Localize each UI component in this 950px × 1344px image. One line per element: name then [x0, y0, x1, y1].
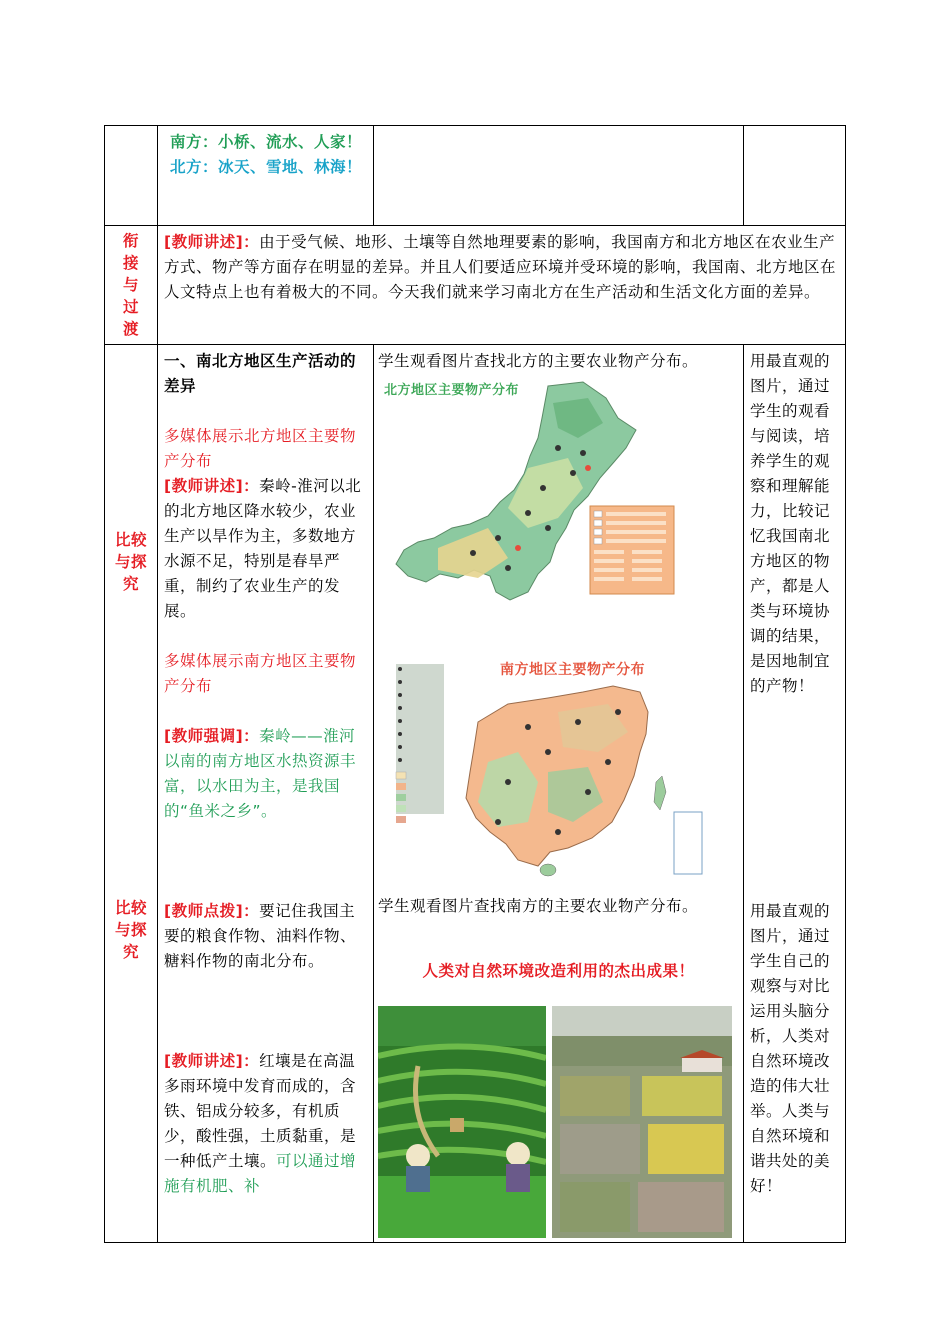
farmland-photo: [552, 1006, 732, 1238]
lecture1-label: [教师讲述]：: [164, 477, 260, 495]
student-south-text: 学生观看图片查找南方的主要农业物产分布。: [378, 897, 699, 915]
lecture2-label: [教师讲述]：: [164, 1052, 260, 1070]
south-map-title: 南方地区主要物产分布: [500, 662, 645, 678]
intro-content-cell: [158, 126, 374, 226]
design-intent-cell: [744, 345, 846, 1243]
tip-label: [教师点拨]：: [164, 902, 260, 920]
south-slogan: 南方：小桥、流水、人家！: [170, 133, 363, 151]
lecture1-text: 秦岭-淮河以北的北方地区降水较少，农业生产以旱作为主，多数地方水源不足，特别是春旱严重，制约了农业生产的发展。: [164, 477, 362, 620]
intro-row: [105, 126, 846, 226]
media-south: 多媒体展示南方地区主要物产分布: [164, 652, 357, 695]
north-map-title: 北方地区主要物产分布: [384, 383, 520, 398]
south-map-legend: [396, 664, 444, 823]
north-products-map: [378, 378, 678, 608]
student-activity-cell: [374, 345, 744, 1243]
intro-stage-cell: [105, 126, 158, 226]
transition-content: [158, 226, 846, 345]
teacher-lecture-label: [教师讲述]：: [164, 233, 260, 251]
design-intent-2: 用最直观的图片，通过学生自己的观察与对比运用头脑分析，人类对自然环境改造的伟大壮举。人类与自然环境和谐共处的美好！: [750, 902, 831, 1195]
emphasis-text: 秦岭——淮河以南的南方地区水热资源丰富，以水田为主，是我国的“鱼米之乡”。: [164, 727, 357, 820]
lecture2-text: 红壤是在高温多雨环境中发育而成的，含铁、铝成分较多，有机质少，酸性强，土质黏重，是一种低产土壤。: [164, 1052, 357, 1170]
achievement-banner: 人类对自然环境改造利用的杰出成果！: [422, 962, 695, 980]
transition-stage: 衔接与过渡: [105, 226, 158, 345]
transition-row: [105, 226, 846, 345]
compare-stage-1: 比较与探究: [114, 531, 147, 593]
emphasis-label: [教师强调]：: [164, 727, 260, 745]
north-slogan: 北方：冰天、雪地、林海！: [170, 158, 363, 176]
intro-student-cell: [374, 126, 744, 226]
student-north-text: 学生观看图片查找北方的主要农业物产分布。: [378, 352, 699, 370]
compare-stage-cell: [105, 345, 158, 1243]
teacher-activity-cell: [158, 345, 374, 1243]
tea-terrace-photo: [378, 1006, 546, 1238]
compare-stage-2: 比较与探究: [114, 899, 147, 961]
intro-design-cell: [744, 126, 846, 226]
photo-row: [378, 1006, 739, 1238]
tip-text: 要记住我国主要的粮食作物、油料作物、糖料作物的南北分布。: [164, 902, 357, 970]
transition-text: 由于受气候、地形、土壤等自然地理要素的影响，我国南方和北方地区在农业生产方式、物产等方面存在明显的差异。并且人们要适应环境并受环境的影响，我国南、北方地区在人文特点上也有着极大的不同。今天我们就来学习南北方在生产活动和生活文化方面的差异。: [164, 233, 837, 301]
design-intent-1: 用最直观的图片，通过学生的观看与阅读，培养学生的观察和理解能力，比较记忆我国南北方地区的物产，都是人类与环境协调的结果，是因地制宜的产物！: [750, 352, 831, 695]
lecture2-green-text: 可以通过增施有机肥、补: [164, 1152, 357, 1195]
compare-row: [105, 345, 846, 1243]
lesson-plan-table: [104, 125, 846, 1243]
media-north: 多媒体展示北方地区主要物产分布: [164, 427, 357, 470]
south-products-map: [378, 652, 708, 882]
section-heading: 一、南北方地区生产活动的差异: [164, 352, 357, 395]
